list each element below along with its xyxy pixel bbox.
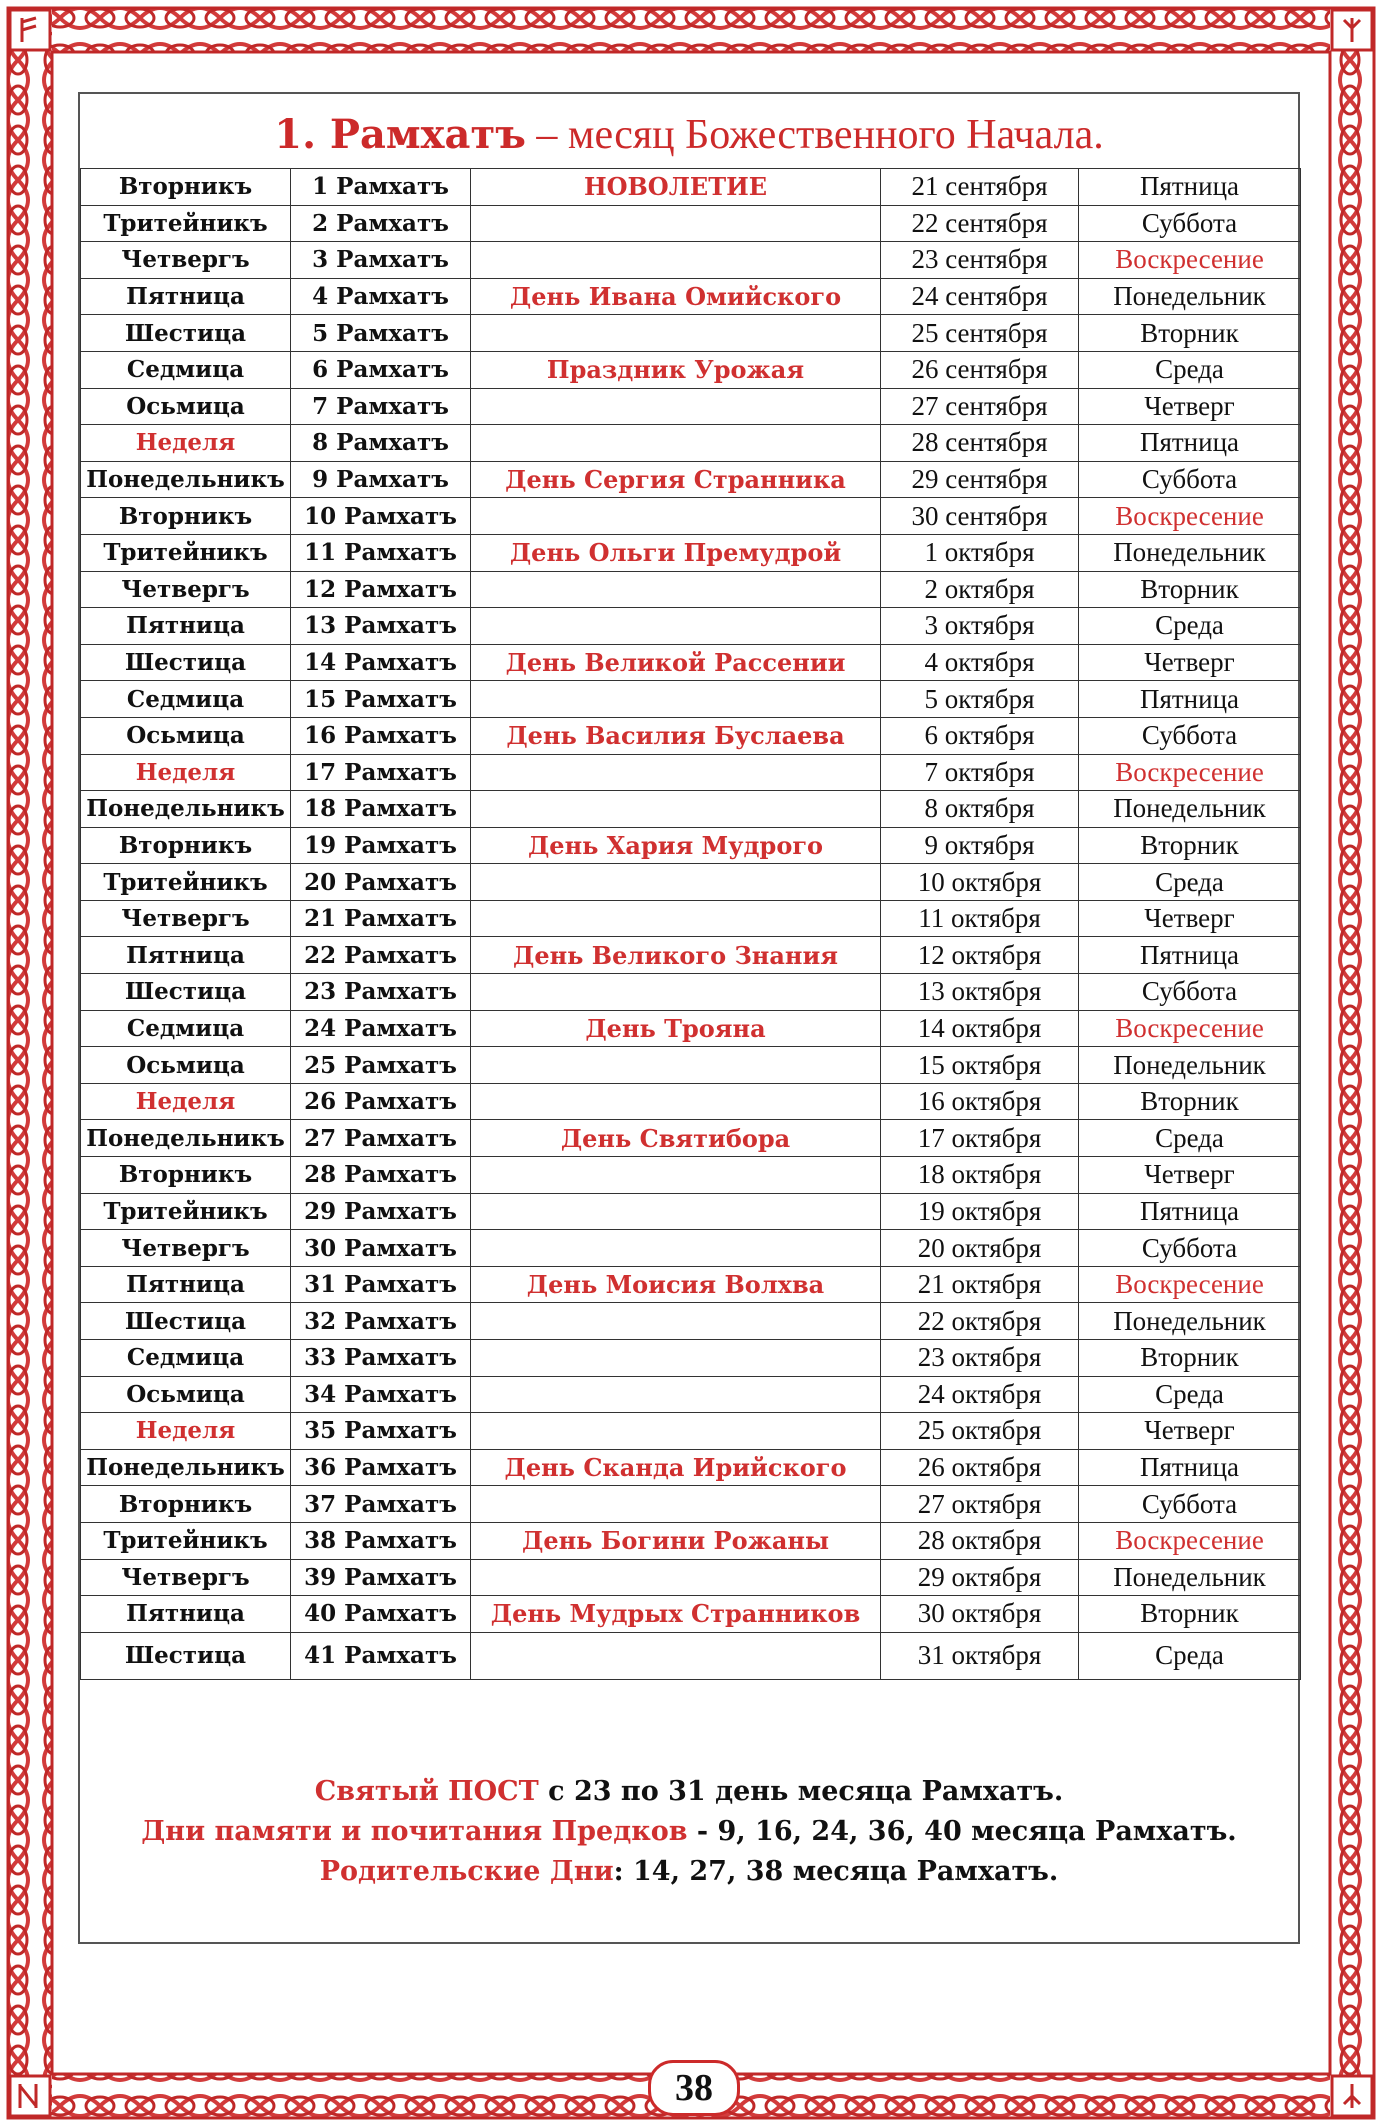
holiday-cell: [471, 315, 881, 352]
table-row: [81, 1047, 1301, 1084]
slavic-day-cell: Пятница: [81, 1596, 291, 1633]
table-row: [81, 681, 1301, 718]
slavic-date-cell: 5 Рамхатъ: [291, 315, 471, 352]
slavic-date-cell: 28 Рамхатъ: [291, 1157, 471, 1194]
slavic-date-cell: 35 Рамхатъ: [291, 1413, 471, 1450]
table-row: [81, 388, 1301, 425]
slavic-day-cell: Неделя: [81, 754, 291, 791]
slavic-day-cell: Понедельникъ: [81, 1449, 291, 1486]
weekday-cell: Пятница: [1079, 681, 1301, 718]
holiday-cell: НОВОЛЕТИЕ: [471, 169, 881, 206]
weekday-cell: Воскресение: [1079, 498, 1301, 535]
table-row: [81, 1010, 1301, 1047]
slavic-date-cell: 21 Рамхатъ: [291, 900, 471, 937]
holiday-cell: [471, 681, 881, 718]
gregorian-date-cell: 27 сентября: [881, 388, 1079, 425]
table-row: [81, 791, 1301, 828]
holiday-cell: День Сканда Ирийского: [471, 1449, 881, 1486]
slavic-day-cell: Неделя: [81, 1083, 291, 1120]
holiday-cell: [471, 498, 881, 535]
table-row: [81, 1230, 1301, 1267]
slavic-date-cell: 14 Рамхатъ: [291, 644, 471, 681]
gregorian-date-cell: 6 октября: [881, 717, 1079, 754]
slavic-day-cell: Пятница: [81, 278, 291, 315]
table-row: [81, 1303, 1301, 1340]
slavic-date-cell: 8 Рамхатъ: [291, 425, 471, 462]
slavic-day-cell: Четвергъ: [81, 1559, 291, 1596]
table-row: [81, 1157, 1301, 1194]
weekday-cell: Суббота: [1079, 205, 1301, 242]
slavic-date-cell: 40 Рамхатъ: [291, 1596, 471, 1633]
table-row: [81, 1413, 1301, 1450]
gregorian-date-cell: 27 октября: [881, 1486, 1079, 1523]
gregorian-date-cell: 2 октября: [881, 571, 1079, 608]
table-row: [81, 1376, 1301, 1413]
weekday-cell: Понедельник: [1079, 1303, 1301, 1340]
weekday-cell: Вторник: [1079, 827, 1301, 864]
table-row: [81, 461, 1301, 498]
gregorian-date-cell: 14 октября: [881, 1010, 1079, 1047]
slavic-day-cell: Четвергъ: [81, 1230, 291, 1267]
holiday-cell: День Трояна: [471, 1010, 881, 1047]
table-row: [81, 278, 1301, 315]
gregorian-date-cell: 26 октября: [881, 1449, 1079, 1486]
gregorian-date-cell: 24 сентября: [881, 278, 1079, 315]
gregorian-date-cell: 28 октября: [881, 1522, 1079, 1559]
slavic-day-cell: Вторникъ: [81, 1157, 291, 1194]
holiday-cell: [471, 791, 881, 828]
slavic-date-cell: 26 Рамхатъ: [291, 1083, 471, 1120]
table-row: [81, 534, 1301, 571]
holiday-cell: День Хария Мудрого: [471, 827, 881, 864]
holiday-cell: [471, 974, 881, 1011]
table-row: [81, 717, 1301, 754]
gregorian-date-cell: 1 октября: [881, 534, 1079, 571]
slavic-day-cell: Тритейникъ: [81, 1193, 291, 1230]
holiday-cell: [471, 900, 881, 937]
slavic-day-cell: Пятница: [81, 608, 291, 645]
weekday-cell: Среда: [1079, 351, 1301, 388]
ancestors-note: [80, 1812, 1298, 1852]
slavic-date-cell: 17 Рамхатъ: [291, 754, 471, 791]
weekday-cell: Пятница: [1079, 937, 1301, 974]
table-row: [81, 644, 1301, 681]
gregorian-date-cell: 15 октября: [881, 1047, 1079, 1084]
weekday-cell: Среда: [1079, 1632, 1301, 1679]
gregorian-date-cell: 5 октября: [881, 681, 1079, 718]
holiday-cell: [471, 425, 881, 462]
holiday-cell: День Ивана Омийского: [471, 278, 881, 315]
gregorian-date-cell: 23 сентября: [881, 242, 1079, 279]
weekday-cell: Вторник: [1079, 571, 1301, 608]
page-title: [80, 94, 1298, 168]
holiday-cell: День Великой Рассении: [471, 644, 881, 681]
slavic-date-cell: 19 Рамхатъ: [291, 827, 471, 864]
gregorian-date-cell: 13 октября: [881, 974, 1079, 1011]
weekday-cell: Суббота: [1079, 1486, 1301, 1523]
slavic-day-cell: Шестица: [81, 644, 291, 681]
gregorian-date-cell: 23 октября: [881, 1340, 1079, 1377]
table-row: [81, 1083, 1301, 1120]
fast-label: Святый ПОСТ: [314, 1776, 539, 1807]
gregorian-date-cell: 25 сентября: [881, 315, 1079, 352]
slavic-date-cell: 25 Рамхатъ: [291, 1047, 471, 1084]
weekday-cell: Четверг: [1079, 644, 1301, 681]
slavic-day-cell: Шестица: [81, 315, 291, 352]
holiday-cell: День Сергия Странника: [471, 461, 881, 498]
holiday-cell: [471, 205, 881, 242]
slavic-day-cell: Понедельникъ: [81, 461, 291, 498]
holiday-cell: День Василия Буслаева: [471, 717, 881, 754]
weekday-cell: Воскресение: [1079, 242, 1301, 279]
holiday-cell: [471, 1157, 881, 1194]
weekday-cell: Вторник: [1079, 1083, 1301, 1120]
calendar-body: [81, 169, 1301, 1680]
weekday-cell: Среда: [1079, 1376, 1301, 1413]
table-row: [81, 1559, 1301, 1596]
slavic-day-cell: Вторникъ: [81, 169, 291, 206]
holiday-cell: [471, 1193, 881, 1230]
slavic-date-cell: 33 Рамхатъ: [291, 1340, 471, 1377]
table-row: [81, 1596, 1301, 1633]
table-row: [81, 425, 1301, 462]
slavic-day-cell: Понедельникъ: [81, 791, 291, 828]
holiday-cell: День Великого Знания: [471, 937, 881, 974]
slavic-date-cell: 24 Рамхатъ: [291, 1010, 471, 1047]
gregorian-date-cell: 7 октября: [881, 754, 1079, 791]
table-row: [81, 315, 1301, 352]
slavic-date-cell: 34 Рамхатъ: [291, 1376, 471, 1413]
slavic-day-cell: Вторникъ: [81, 827, 291, 864]
gregorian-date-cell: 20 октября: [881, 1230, 1079, 1267]
gregorian-date-cell: 30 сентября: [881, 498, 1079, 535]
gregorian-date-cell: 25 октября: [881, 1413, 1079, 1450]
gregorian-date-cell: 19 октября: [881, 1193, 1079, 1230]
slavic-day-cell: Четвергъ: [81, 900, 291, 937]
slavic-day-cell: Осьмица: [81, 1047, 291, 1084]
weekday-cell: Пятница: [1079, 425, 1301, 462]
fast-text: с 23 по 31 день месяца Рамхатъ.: [538, 1776, 1064, 1807]
weekday-cell: Понедельник: [1079, 534, 1301, 571]
holiday-cell: [471, 1632, 881, 1679]
gregorian-date-cell: 8 октября: [881, 791, 1079, 828]
slavic-date-cell: 11 Рамхатъ: [291, 534, 471, 571]
slavic-day-cell: Неделя: [81, 425, 291, 462]
slavic-day-cell: Вторникъ: [81, 1486, 291, 1523]
slavic-date-cell: 15 Рамхатъ: [291, 681, 471, 718]
slavic-day-cell: Осьмица: [81, 717, 291, 754]
slavic-date-cell: 38 Рамхатъ: [291, 1522, 471, 1559]
table-row: [81, 827, 1301, 864]
holiday-cell: [471, 864, 881, 901]
slavic-date-cell: 3 Рамхатъ: [291, 242, 471, 279]
table-row: [81, 608, 1301, 645]
slavic-day-cell: Неделя: [81, 1413, 291, 1450]
weekday-cell: Четверг: [1079, 900, 1301, 937]
slavic-date-cell: 16 Рамхатъ: [291, 717, 471, 754]
holiday-cell: [471, 1303, 881, 1340]
table-row: [81, 1266, 1301, 1303]
holiday-cell: [471, 1559, 881, 1596]
holiday-cell: [471, 242, 881, 279]
weekday-cell: Понедельник: [1079, 1047, 1301, 1084]
holiday-cell: [471, 608, 881, 645]
holiday-cell: [471, 388, 881, 425]
month-subtitle: – месяц Божественного Начала.: [525, 112, 1104, 158]
slavic-day-cell: Седмица: [81, 1340, 291, 1377]
table-row: [81, 1340, 1301, 1377]
slavic-date-cell: 23 Рамхатъ: [291, 974, 471, 1011]
holiday-cell: День Ольги Премудрой: [471, 534, 881, 571]
holiday-cell: День Мудрых Странников: [471, 1596, 881, 1633]
gregorian-date-cell: 28 сентября: [881, 425, 1079, 462]
holiday-cell: День Святибора: [471, 1120, 881, 1157]
slavic-date-cell: 22 Рамхатъ: [291, 937, 471, 974]
slavic-day-cell: Тритейникъ: [81, 1522, 291, 1559]
gregorian-date-cell: 29 сентября: [881, 461, 1079, 498]
table-row: [81, 1522, 1301, 1559]
slavic-date-cell: 39 Рамхатъ: [291, 1559, 471, 1596]
holiday-cell: [471, 1230, 881, 1267]
slavic-date-cell: 13 Рамхатъ: [291, 608, 471, 645]
slavic-date-cell: 7 Рамхатъ: [291, 388, 471, 425]
gregorian-date-cell: 29 октября: [881, 1559, 1079, 1596]
slavic-day-cell: Осьмица: [81, 1376, 291, 1413]
weekday-cell: Понедельник: [1079, 1559, 1301, 1596]
gregorian-date-cell: 17 октября: [881, 1120, 1079, 1157]
slavic-day-cell: Четвергъ: [81, 571, 291, 608]
slavic-day-cell: Седмица: [81, 351, 291, 388]
holiday-cell: [471, 1413, 881, 1450]
gregorian-date-cell: 31 октября: [881, 1632, 1079, 1679]
table-row: [81, 1632, 1301, 1679]
gregorian-date-cell: 22 сентября: [881, 205, 1079, 242]
slavic-day-cell: Пятница: [81, 937, 291, 974]
gregorian-date-cell: 21 октября: [881, 1266, 1079, 1303]
table-row: [81, 974, 1301, 1011]
weekday-cell: Суббота: [1079, 1230, 1301, 1267]
table-row: [81, 242, 1301, 279]
parents-label: Родительские Дни: [319, 1856, 614, 1887]
holiday-cell: [471, 1047, 881, 1084]
weekday-cell: Пятница: [1079, 1449, 1301, 1486]
weekday-cell: Четверг: [1079, 1157, 1301, 1194]
gregorian-date-cell: 3 октября: [881, 608, 1079, 645]
holiday-cell: [471, 1376, 881, 1413]
weekday-cell: Вторник: [1079, 1340, 1301, 1377]
weekday-cell: Вторник: [1079, 1596, 1301, 1633]
table-row: [81, 937, 1301, 974]
table-row: [81, 1486, 1301, 1523]
notes: [80, 1772, 1298, 1892]
weekday-cell: Воскресение: [1079, 1266, 1301, 1303]
weekday-cell: Среда: [1079, 864, 1301, 901]
gregorian-date-cell: 12 октября: [881, 937, 1079, 974]
weekday-cell: Воскресение: [1079, 754, 1301, 791]
table-row: [81, 1120, 1301, 1157]
holiday-cell: [471, 1340, 881, 1377]
slavic-date-cell: 41 Рамхатъ: [291, 1632, 471, 1679]
slavic-day-cell: Осьмица: [81, 388, 291, 425]
slavic-date-cell: 12 Рамхатъ: [291, 571, 471, 608]
gregorian-date-cell: 24 октября: [881, 1376, 1079, 1413]
gregorian-date-cell: 30 октября: [881, 1596, 1079, 1633]
table-row: [81, 900, 1301, 937]
slavic-date-cell: 18 Рамхатъ: [291, 791, 471, 828]
weekday-cell: Пятница: [1079, 169, 1301, 206]
slavic-date-cell: 9 Рамхатъ: [291, 461, 471, 498]
slavic-day-cell: Тритейникъ: [81, 534, 291, 571]
weekday-cell: Понедельник: [1079, 791, 1301, 828]
gregorian-date-cell: 11 октября: [881, 900, 1079, 937]
table-row: [81, 754, 1301, 791]
slavic-date-cell: 27 Рамхатъ: [291, 1120, 471, 1157]
slavic-date-cell: 2 Рамхатъ: [291, 205, 471, 242]
slavic-day-cell: Тритейникъ: [81, 864, 291, 901]
weekday-cell: Воскресение: [1079, 1010, 1301, 1047]
weekday-cell: Среда: [1079, 1120, 1301, 1157]
parents-text: : 14, 27, 38 месяца Рамхатъ.: [613, 1856, 1059, 1887]
gregorian-date-cell: 16 октября: [881, 1083, 1079, 1120]
slavic-date-cell: 31 Рамхатъ: [291, 1266, 471, 1303]
slavic-day-cell: Седмица: [81, 1010, 291, 1047]
slavic-day-cell: Шестица: [81, 1303, 291, 1340]
gregorian-date-cell: 26 сентября: [881, 351, 1079, 388]
gregorian-date-cell: 10 октября: [881, 864, 1079, 901]
weekday-cell: Воскресение: [1079, 1522, 1301, 1559]
fast-note: [80, 1772, 1298, 1812]
slavic-date-cell: 6 Рамхатъ: [291, 351, 471, 388]
slavic-date-cell: 29 Рамхатъ: [291, 1193, 471, 1230]
weekday-cell: Суббота: [1079, 461, 1301, 498]
weekday-cell: Четверг: [1079, 1413, 1301, 1450]
month-title: 1. Рамхатъ: [274, 111, 526, 158]
slavic-date-cell: 30 Рамхатъ: [291, 1230, 471, 1267]
holiday-cell: День Моисия Волхва: [471, 1266, 881, 1303]
holiday-cell: [471, 1486, 881, 1523]
table-row: [81, 498, 1301, 535]
slavic-date-cell: 37 Рамхатъ: [291, 1486, 471, 1523]
table-row: [81, 1193, 1301, 1230]
table-row: [81, 169, 1301, 206]
holiday-cell: День Богини Рожаны: [471, 1522, 881, 1559]
slavic-day-cell: Шестица: [81, 974, 291, 1011]
ancestors-text: - 9, 16, 24, 36, 40 месяца Рамхатъ.: [687, 1816, 1237, 1847]
slavic-day-cell: Вторникъ: [81, 498, 291, 535]
weekday-cell: Суббота: [1079, 717, 1301, 754]
gregorian-date-cell: 9 октября: [881, 827, 1079, 864]
page-number: 38: [648, 2060, 740, 2116]
slavic-date-cell: 32 Рамхатъ: [291, 1303, 471, 1340]
slavic-date-cell: 4 Рамхатъ: [291, 278, 471, 315]
parents-note: [80, 1852, 1298, 1892]
ancestors-label: Дни памяти и почитания Предков: [141, 1816, 688, 1847]
calendar-panel: [78, 92, 1300, 1944]
slavic-date-cell: 36 Рамхатъ: [291, 1449, 471, 1486]
table-row: [81, 571, 1301, 608]
weekday-cell: Вторник: [1079, 315, 1301, 352]
table-row: [81, 864, 1301, 901]
gregorian-date-cell: 21 сентября: [881, 169, 1079, 206]
holiday-cell: [471, 754, 881, 791]
gregorian-date-cell: 22 октября: [881, 1303, 1079, 1340]
weekday-cell: Суббота: [1079, 974, 1301, 1011]
holiday-cell: [471, 571, 881, 608]
table-row: [81, 351, 1301, 388]
table-row: [81, 1449, 1301, 1486]
slavic-day-cell: Шестица: [81, 1632, 291, 1679]
weekday-cell: Среда: [1079, 608, 1301, 645]
slavic-date-cell: 20 Рамхатъ: [291, 864, 471, 901]
weekday-cell: Пятница: [1079, 1193, 1301, 1230]
calendar-table: [80, 168, 1301, 1680]
gregorian-date-cell: 4 октября: [881, 644, 1079, 681]
table-row: [81, 205, 1301, 242]
slavic-day-cell: Пятница: [81, 1266, 291, 1303]
holiday-cell: Праздник Урожая: [471, 351, 881, 388]
holiday-cell: [471, 1083, 881, 1120]
weekday-cell: Понедельник: [1079, 278, 1301, 315]
gregorian-date-cell: 18 октября: [881, 1157, 1079, 1194]
slavic-day-cell: Четвергъ: [81, 242, 291, 279]
slavic-day-cell: Тритейникъ: [81, 205, 291, 242]
slavic-date-cell: 10 Рамхатъ: [291, 498, 471, 535]
weekday-cell: Четверг: [1079, 388, 1301, 425]
slavic-day-cell: Седмица: [81, 681, 291, 718]
slavic-day-cell: Понедельникъ: [81, 1120, 291, 1157]
slavic-date-cell: 1 Рамхатъ: [291, 169, 471, 206]
